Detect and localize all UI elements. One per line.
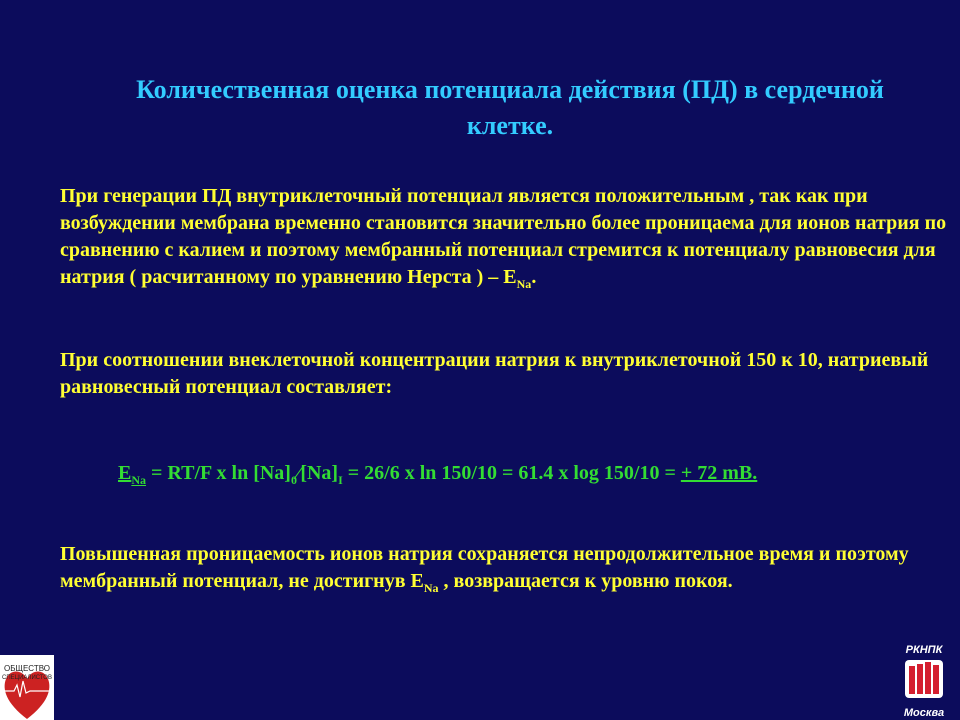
subscript-na: Na (516, 277, 532, 291)
paragraph-text: Повышенная проницаемость ионов натрия сохраняется непродолжительное время и поэтому мембранный потенциал, не достигнув E (60, 543, 909, 592)
subscript-na: Na (423, 581, 439, 595)
nernst-formula (118, 460, 938, 493)
rknpk-emblem-icon (896, 656, 952, 702)
formula-part3: = 26/6 x ln 150/10 = 61.4 x log 150/10 = (342, 462, 681, 484)
paragraph-ratio: При соотношении внеклеточной концентрации натрия к внутриклеточной 150 к 10, натриевый равновесный потенциал составляет: (60, 349, 929, 398)
logo-label-bottom: Москва (903, 707, 945, 719)
paragraph-tail: , возвращается к уровню покоя. (438, 570, 733, 592)
formula-sub-o: 0 (290, 473, 297, 487)
formula-part1: = RT/F x ln [Na] (146, 462, 291, 484)
formula-sub-i: I (338, 473, 343, 487)
slide-title: Количественная оценка потенциала действия (ПД) в сердечной клетке. (136, 75, 884, 140)
formula-slash: ⁄ (296, 462, 301, 484)
paragraph-generation (60, 183, 950, 298)
formula-part2: [Na] (300, 462, 339, 484)
logo-label-top: РКНПК (905, 644, 943, 656)
paragraph-tail: . (531, 266, 537, 288)
formula-e-subscript: Na (131, 473, 147, 487)
logo-text-line2: СПЕЦИАЛИСТОВ (2, 675, 52, 681)
logo-text-line1: ОБЩЕСТВО (4, 664, 50, 673)
paragraph-text: При генерации ПД внутриклеточный потенциал является положительным , так как при возбуждении мембрана временно становится значительно более проницаема для ионов натрия по сравнению с калием и поэтому мембранный потенциал стремится к потенциалу равновесия для натрия ( расчитанному по уравнению Нерста ) – E (60, 185, 947, 288)
rknpk-logo (896, 644, 952, 720)
formula-result: + 72 mB. (680, 462, 758, 484)
society-logo (0, 655, 54, 720)
formula-e-symbol: E (118, 462, 132, 484)
paragraph-permeability (60, 541, 950, 602)
